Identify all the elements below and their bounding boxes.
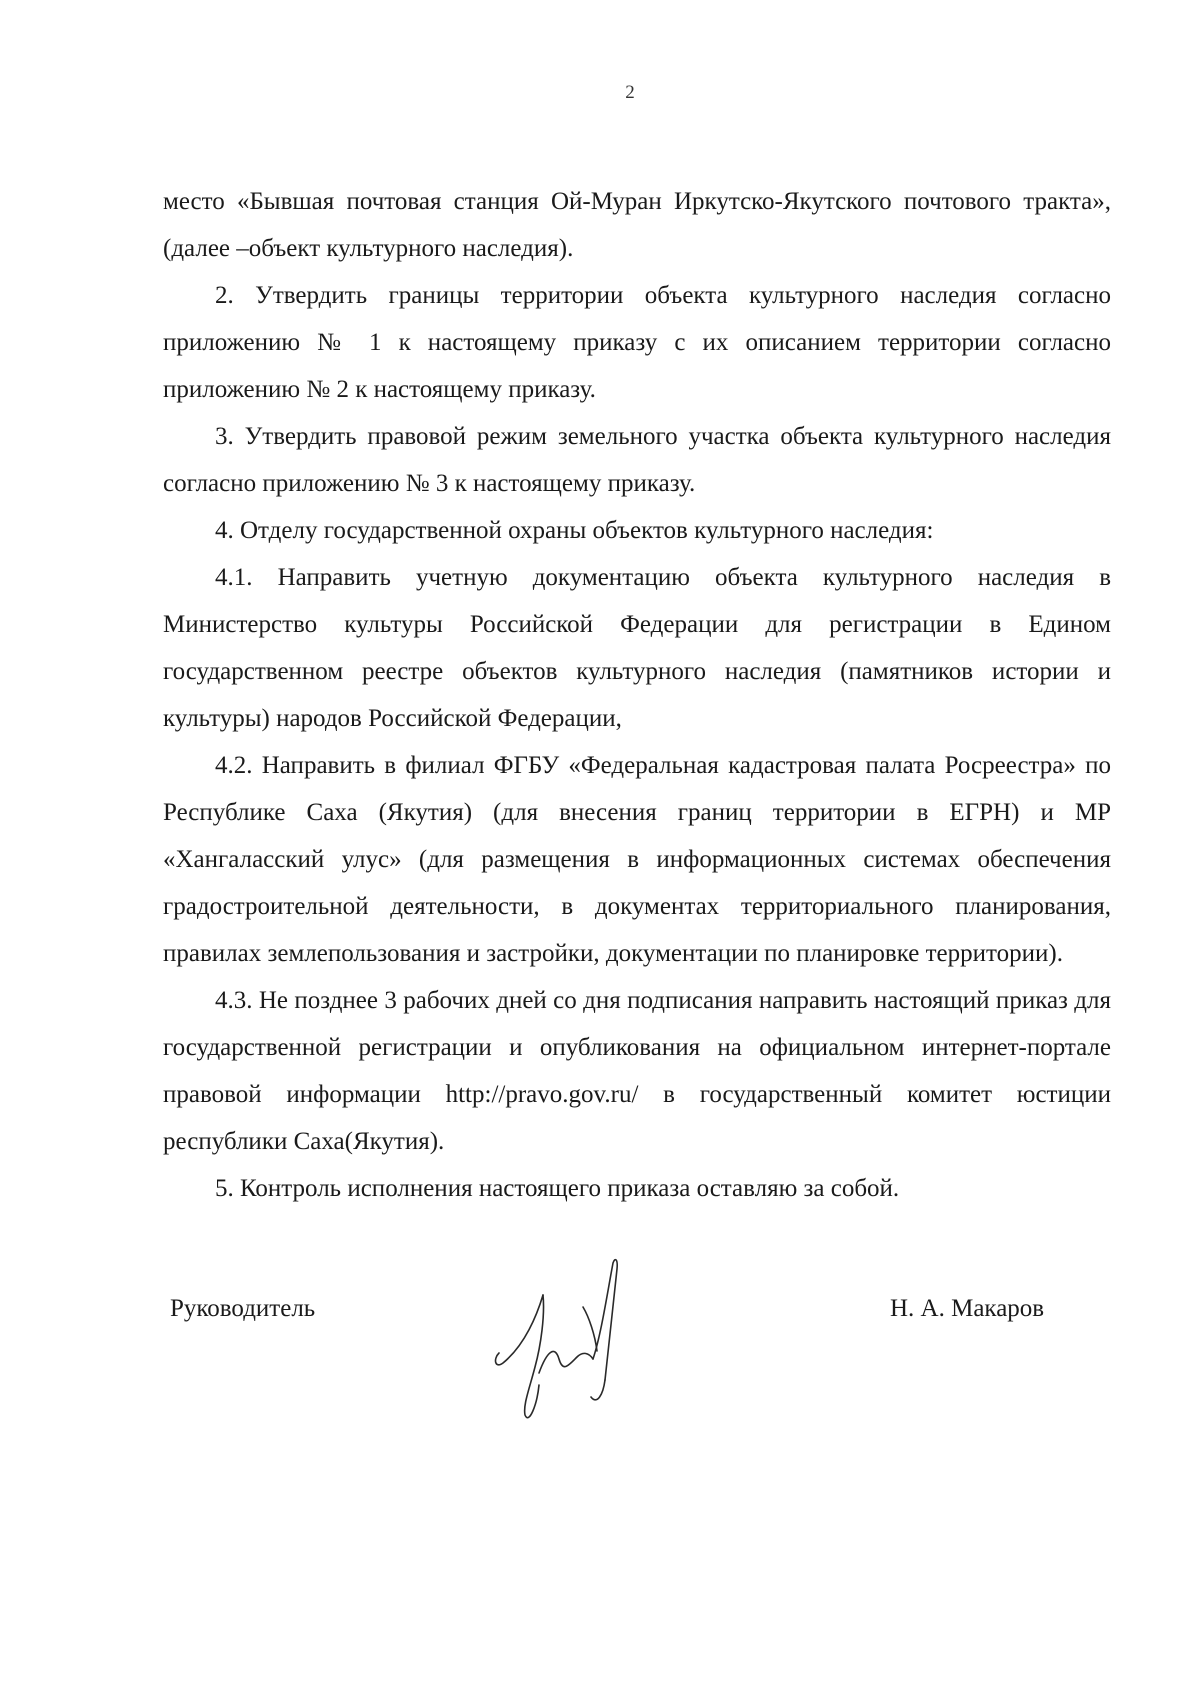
handwritten-signature xyxy=(485,1255,655,1430)
signatory-title: Руководитель xyxy=(170,1295,316,1322)
paragraph-continuation: место «Бывшая почтовая станция Ой-Муран Иркутско-Якутского почтового тракта», (далее –объект культурного наследия). xyxy=(163,188,1111,262)
signature-block xyxy=(0,1265,1200,1445)
paragraph-item-4-2: 4.2. Направить в филиал ФГБУ «Федеральная кадастровая палата Росреестра» по Республике Саха (Якутия) (для внесения границ территории в ЕГРН) и МР «Хангаласский улус» (для размещения в информационных системах обеспечения градостроительной деятельности, в документах территориального планирования, правилах землепользования и застройки, документации по планировке территории). xyxy=(163,752,1111,967)
paragraph-item-3: 3. Утвердить правовой режим земельного участка объекта культурного наследия согласно приложению № 3 к настоящему приказу. xyxy=(163,423,1111,497)
paragraph-item-4: 4. Отделу государственной охраны объектов культурного наследия: xyxy=(215,517,934,544)
paragraph-item-2: 2. Утвердить границы территории объекта культурного наследия согласно приложению № 1 к настоящему приказу с их описанием территории согласно приложению № 2 к настоящему приказу. xyxy=(163,282,1111,403)
paragraph-item-4-1: 4.1. Направить учетную документацию объекта культурного наследия в Министерство культуры Российской Федерации для регистрации в Едином государственном реестре объектов культурного наследия (памятников истории и культуры) народов Российской Федерации, xyxy=(163,564,1111,732)
page-number: 2 xyxy=(625,82,635,103)
paragraph-item-5: 5. Контроль исполнения настоящего приказа оставляю за собой. xyxy=(215,1175,900,1202)
signatory-name: Н. А. Макаров xyxy=(890,1295,1045,1322)
document-body xyxy=(163,178,1111,1212)
paragraph-item-4-3: 4.3. Не позднее 3 рабочих дней со дня подписания направить настоящий приказ для государственной регистрации и опубликования на официальном интернет-портале правовой информации http://pravo.gov.ru/ в государственный комитет юстиции республики Саха(Якутия). xyxy=(163,987,1111,1155)
